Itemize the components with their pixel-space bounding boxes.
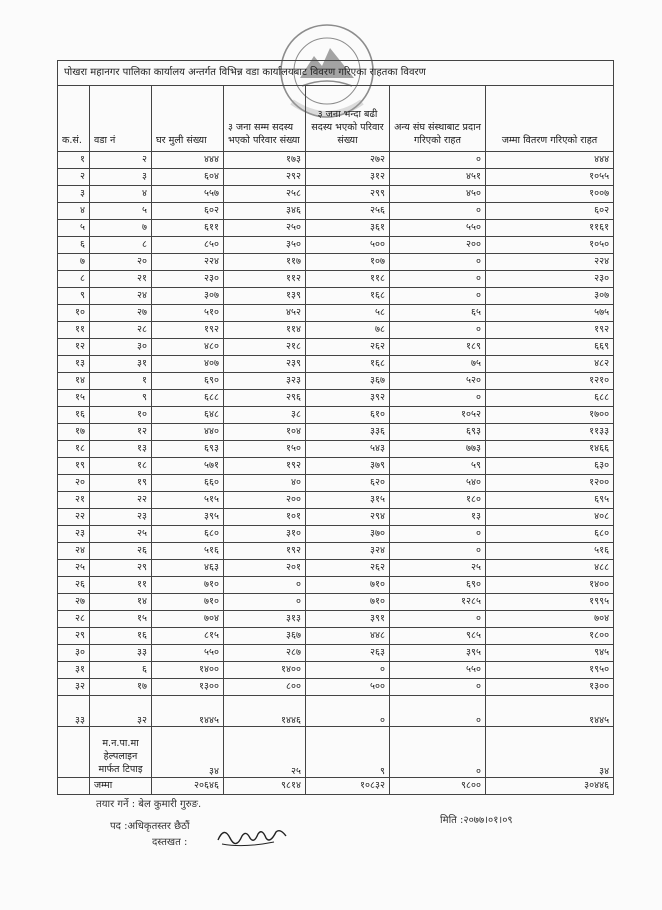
header-other-organization-relief: अन्य संघ संस्थाबाट प्रदान गरिएको राहत	[390, 86, 486, 152]
cell-sn: १८	[58, 441, 90, 458]
cell-house: ७१०	[152, 577, 224, 594]
cell-total: ६८०	[486, 526, 614, 543]
cell-house: ५५७	[152, 186, 224, 203]
cell-family3plus: ०	[306, 662, 390, 679]
cell-sn: १२	[58, 339, 90, 356]
cell-other: ०	[390, 254, 486, 271]
cell-sn: २३	[58, 526, 90, 543]
cell-total: १४४५	[486, 696, 614, 727]
cell-family3plus: ४४८	[306, 628, 390, 645]
cell-family3: २९६	[224, 390, 306, 407]
cell-other: ०	[390, 679, 486, 696]
cell-family3plus: २६२	[306, 339, 390, 356]
header-ward: वडा नं	[90, 86, 152, 152]
cell-family3: २८७	[224, 645, 306, 662]
table-row	[58, 390, 614, 407]
cell-other: ४५१	[390, 169, 486, 186]
cell-other: १८०	[390, 492, 486, 509]
cell-total: १२१०	[486, 373, 614, 390]
cell-family3plus: १०७	[306, 254, 390, 271]
cell-ward: १२	[90, 424, 152, 441]
cell-family3: १४००	[224, 662, 306, 679]
table-row	[58, 662, 614, 679]
cell-family3: ३१०	[224, 526, 306, 543]
cell-sn: ३२	[58, 679, 90, 696]
cell-family3: २५८	[224, 186, 306, 203]
cell-house: ७१०	[152, 594, 224, 611]
designation: पद :अधिकृतस्तर छैठौं	[110, 821, 190, 832]
cell-family3: ११२	[224, 271, 306, 288]
cell-family3plus: २७२	[306, 152, 390, 169]
cell-ward: १७	[90, 679, 152, 696]
cell-ward: २८	[90, 322, 152, 339]
cell-family3: ०	[224, 577, 306, 594]
table-row	[58, 271, 614, 288]
cell-family3: ४०	[224, 475, 306, 492]
cell-other: ५४०	[390, 475, 486, 492]
table-row	[58, 237, 614, 254]
cell-total: ११३३	[486, 424, 614, 441]
table-body	[58, 152, 614, 727]
cell-total: १०५५	[486, 169, 614, 186]
cell-family3: २३९	[224, 356, 306, 373]
cell-total: ६६९	[486, 339, 614, 356]
cell-ward: १५	[90, 611, 152, 628]
cell-family3plus: ३६१	[306, 220, 390, 237]
helpline-total: ३४	[486, 727, 614, 778]
cell-house: ४४०	[152, 424, 224, 441]
cell-house: ५१०	[152, 305, 224, 322]
helpline-family3: २५	[224, 727, 306, 778]
cell-total: १२००	[486, 475, 614, 492]
cell-ward: २०	[90, 254, 152, 271]
cell-sn: ५	[58, 220, 90, 237]
cell-other: ६९३	[390, 424, 486, 441]
cell-other: ३९५	[390, 645, 486, 662]
cell-family3: १३९	[224, 288, 306, 305]
table-row	[58, 288, 614, 305]
cell-house: ६८०	[152, 526, 224, 543]
handwritten-signature	[214, 822, 294, 850]
cell-family3: १०१	[224, 509, 306, 526]
date: मिति :२०७७।०१।०९	[440, 815, 513, 826]
cell-house: ५७१	[152, 458, 224, 475]
cell-family3: ३२३	[224, 373, 306, 390]
cell-ward: १९	[90, 475, 152, 492]
cell-house: ८५०	[152, 237, 224, 254]
cell-ward: ५	[90, 203, 152, 220]
cell-family3plus: ३१२	[306, 169, 390, 186]
cell-sn: ३०	[58, 645, 90, 662]
cell-sn: ३३	[58, 696, 90, 727]
cell-other: ५९	[390, 458, 486, 475]
cell-other: ५५०	[390, 220, 486, 237]
table-row	[58, 254, 614, 271]
cell-house: ६९३	[152, 441, 224, 458]
cell-total: ५१६	[486, 543, 614, 560]
cell-house: ६८८	[152, 390, 224, 407]
cell-house: २२४	[152, 254, 224, 271]
cell-total: २३०	[486, 271, 614, 288]
cell-sn: १०	[58, 305, 90, 322]
cell-house: ४०७	[152, 356, 224, 373]
cell-family3plus: ३१५	[306, 492, 390, 509]
helpline-row	[58, 727, 614, 778]
cell-family3plus: ५००	[306, 237, 390, 254]
table-row	[58, 543, 614, 560]
cell-sn: १९	[58, 458, 90, 475]
cell-ward: ४	[90, 186, 152, 203]
table-row	[58, 475, 614, 492]
cell-ward: ६	[90, 662, 152, 679]
cell-total: १४००	[486, 577, 614, 594]
cell-ward: १८	[90, 458, 152, 475]
cell-family3plus: २९४	[306, 509, 390, 526]
cell-family3: २१८	[224, 339, 306, 356]
cell-other: ०	[390, 611, 486, 628]
table-row	[58, 560, 614, 577]
cell-other: ०	[390, 152, 486, 169]
cell-other: ०	[390, 322, 486, 339]
cell-family3: २९२	[224, 169, 306, 186]
cell-sn: २४	[58, 543, 90, 560]
cell-sn: १७	[58, 424, 90, 441]
cell-ward: ११	[90, 577, 152, 594]
cell-house: ५५०	[152, 645, 224, 662]
cell-sn: २१	[58, 492, 90, 509]
cell-ward: ३	[90, 169, 152, 186]
totals-total: ३०४४६	[486, 778, 614, 795]
table-row	[58, 169, 614, 186]
cell-total: १४६६	[486, 441, 614, 458]
cell-sn: २०	[58, 475, 90, 492]
cell-total: ३०७	[486, 288, 614, 305]
cell-total: १९५०	[486, 662, 614, 679]
cell-sn: ११	[58, 322, 90, 339]
cell-house: ६६०	[152, 475, 224, 492]
cell-ward: १	[90, 373, 152, 390]
cell-sn: ३१	[58, 662, 90, 679]
cell-other: ०	[390, 271, 486, 288]
cell-family3plus: २५६	[306, 203, 390, 220]
cell-sn: ९	[58, 288, 90, 305]
cell-sn: २५	[58, 560, 90, 577]
totals-sn-cell	[58, 778, 90, 795]
cell-family3: ०	[224, 594, 306, 611]
helpline-other: ०	[390, 727, 486, 778]
cell-ward: २	[90, 152, 152, 169]
cell-family3plus: ७१०	[306, 577, 390, 594]
totals-other: ९८००	[390, 778, 486, 795]
cell-house: ५१५	[152, 492, 224, 509]
cell-other: ६९०	[390, 577, 486, 594]
cell-family3plus: ७८	[306, 322, 390, 339]
cell-other: ४५०	[390, 186, 486, 203]
cell-family3plus: २६३	[306, 645, 390, 662]
table-row	[58, 373, 614, 390]
totals-family3plus: १०८३२	[306, 778, 390, 795]
cell-family3: ४५२	[224, 305, 306, 322]
table-row	[58, 679, 614, 696]
table-row	[58, 526, 614, 543]
cell-family3: ३४६	[224, 203, 306, 220]
cell-total: १३००	[486, 679, 614, 696]
relief-distribution-table	[57, 60, 614, 795]
table-row	[58, 203, 614, 220]
cell-sn: १	[58, 152, 90, 169]
cell-house: ६९०	[152, 373, 224, 390]
cell-sn: ६	[58, 237, 90, 254]
table-row	[58, 322, 614, 339]
cell-family3: १७३	[224, 152, 306, 169]
cell-total: ९४५	[486, 645, 614, 662]
cell-ward: १३	[90, 441, 152, 458]
cell-total: १८००	[486, 628, 614, 645]
cell-family3plus: ११८	[306, 271, 390, 288]
cell-ward: २६	[90, 543, 152, 560]
cell-total: ६०२	[486, 203, 614, 220]
cell-family3: ३८	[224, 407, 306, 424]
cell-ward: १४	[90, 594, 152, 611]
cell-total: ४०८	[486, 509, 614, 526]
cell-other: २५	[390, 560, 486, 577]
cell-other: ७५	[390, 356, 486, 373]
cell-sn: ४	[58, 203, 90, 220]
cell-family3: २००	[224, 492, 306, 509]
cell-family3plus: १६८	[306, 288, 390, 305]
cell-family3plus: २६२	[306, 560, 390, 577]
cell-family3plus: १६८	[306, 356, 390, 373]
cell-family3: ३५०	[224, 237, 306, 254]
cell-total: १०५०	[486, 237, 614, 254]
cell-ward: ३३	[90, 645, 152, 662]
cell-family3plus: २९९	[306, 186, 390, 203]
cell-other: ७७३	[390, 441, 486, 458]
cell-sn: ३	[58, 186, 90, 203]
cell-family3plus: ६२०	[306, 475, 390, 492]
table-row	[58, 186, 614, 203]
table-row	[58, 407, 614, 424]
cell-house: ४८०	[152, 339, 224, 356]
cell-other: १३	[390, 509, 486, 526]
table-row	[58, 220, 614, 237]
cell-house: १४४५	[152, 696, 224, 727]
cell-total: १००७	[486, 186, 614, 203]
cell-house: ५१६	[152, 543, 224, 560]
cell-family3plus: ३६७	[306, 373, 390, 390]
helpline-label: म.न.पा.मा हेल्पलाइन मार्फत टिपाइ	[90, 727, 152, 778]
cell-family3: २५०	[224, 220, 306, 237]
cell-total: १९२	[486, 322, 614, 339]
cell-house: १४००	[152, 662, 224, 679]
cell-other: ५५०	[390, 662, 486, 679]
cell-other: २००	[390, 237, 486, 254]
cell-total: ७०४	[486, 611, 614, 628]
cell-family3plus: ५८	[306, 305, 390, 322]
cell-sn: २७	[58, 594, 90, 611]
cell-family3: ११४	[224, 322, 306, 339]
table-row	[58, 611, 614, 628]
table-title: पोखरा महानगर पालिका कार्यालय अन्तर्गत विभिन्न वडा कार्यालयबाट विवरण गरिएका राहतका विवरण	[58, 61, 614, 86]
table-row	[58, 339, 614, 356]
cell-family3plus: ५००	[306, 679, 390, 696]
header-family-more-than-3: ३ जना भन्दा बढी सदस्य भएको परिवार संख्या	[306, 86, 390, 152]
cell-total: १७००	[486, 407, 614, 424]
cell-other: ०	[390, 390, 486, 407]
cell-other: ०	[390, 526, 486, 543]
cell-total: ४८८	[486, 560, 614, 577]
header-total-distributed: जम्मा वितरण गरिएको राहत	[486, 86, 614, 152]
cell-ward: २५	[90, 526, 152, 543]
table-row	[58, 356, 614, 373]
cell-sn: ७	[58, 254, 90, 271]
helpline-family3plus: ९	[306, 727, 390, 778]
header-sn: क.सं.	[58, 86, 90, 152]
cell-family3plus: ३२४	[306, 543, 390, 560]
cell-sn: ८	[58, 271, 90, 288]
cell-sn: २	[58, 169, 90, 186]
cell-house: ३०७	[152, 288, 224, 305]
cell-family3plus: ३९२	[306, 390, 390, 407]
helpline-house: ३४	[152, 727, 224, 778]
cell-ward: २९	[90, 560, 152, 577]
cell-ward: २७	[90, 305, 152, 322]
cell-house: ८१५	[152, 628, 224, 645]
table-row	[58, 594, 614, 611]
totals-row	[58, 778, 614, 795]
table-row	[58, 696, 614, 727]
cell-ward: ३२	[90, 696, 152, 727]
signature-label: दस्तखत :	[152, 837, 188, 848]
cell-other: १०५२	[390, 407, 486, 424]
cell-family3: १४४६	[224, 696, 306, 727]
cell-family3plus: ६१०	[306, 407, 390, 424]
cell-ward: ३०	[90, 339, 152, 356]
cell-family3plus: ३७९	[306, 458, 390, 475]
helpline-sn-cell	[58, 727, 90, 778]
table-row	[58, 492, 614, 509]
cell-ward: १०	[90, 407, 152, 424]
cell-family3: १९२	[224, 458, 306, 475]
cell-sn: १५	[58, 390, 90, 407]
cell-family3plus: ३३६	[306, 424, 390, 441]
table-row	[58, 458, 614, 475]
cell-ward: २१	[90, 271, 152, 288]
cell-family3plus: ३९१	[306, 611, 390, 628]
cell-total: ११६१	[486, 220, 614, 237]
cell-house: ४४४	[152, 152, 224, 169]
cell-total: ४८२	[486, 356, 614, 373]
cell-total: ४४४	[486, 152, 614, 169]
cell-family3: ३६७	[224, 628, 306, 645]
cell-house: ६०२	[152, 203, 224, 220]
cell-sn: १४	[58, 373, 90, 390]
prepared-by: तयार गर्ने : बेल कुमारी गुरुङ.	[96, 799, 202, 810]
cell-family3: ८००	[224, 679, 306, 696]
cell-family3: १५०	[224, 441, 306, 458]
cell-total: ५७५	[486, 305, 614, 322]
header-family-upto-3: ३ जना सम्म सदस्य भएको परिवार संख्या	[224, 86, 306, 152]
cell-house: १९२	[152, 322, 224, 339]
cell-family3plus: ५४३	[306, 441, 390, 458]
cell-other: ०	[390, 696, 486, 727]
cell-other: ६५	[390, 305, 486, 322]
cell-family3: ३१३	[224, 611, 306, 628]
cell-family3: १०४	[224, 424, 306, 441]
cell-total: ६८८	[486, 390, 614, 407]
cell-total: १९९५	[486, 594, 614, 611]
header-house-count: घर मुली संख्या	[152, 86, 224, 152]
cell-total: २२४	[486, 254, 614, 271]
cell-other: ५२०	[390, 373, 486, 390]
cell-other: ९८५	[390, 628, 486, 645]
cell-family3plus: ०	[306, 696, 390, 727]
table-row	[58, 577, 614, 594]
totals-label: जम्मा	[90, 778, 152, 795]
cell-family3plus: ३७०	[306, 526, 390, 543]
cell-other: ०	[390, 543, 486, 560]
cell-total: ६९५	[486, 492, 614, 509]
cell-house: ६११	[152, 220, 224, 237]
cell-house: २३०	[152, 271, 224, 288]
totals-family3: ९८१४	[224, 778, 306, 795]
cell-sn: २९	[58, 628, 90, 645]
cell-other: १८९	[390, 339, 486, 356]
cell-house: ४६३	[152, 560, 224, 577]
table-row	[58, 441, 614, 458]
cell-house: ७०४	[152, 611, 224, 628]
cell-ward: १६	[90, 628, 152, 645]
cell-sn: १३	[58, 356, 90, 373]
table-row	[58, 509, 614, 526]
cell-ward: २४	[90, 288, 152, 305]
cell-house: ६०४	[152, 169, 224, 186]
cell-family3: ११७	[224, 254, 306, 271]
cell-family3: १९२	[224, 543, 306, 560]
table-row	[58, 305, 614, 322]
cell-family3: २०१	[224, 560, 306, 577]
cell-family3plus: ७१०	[306, 594, 390, 611]
cell-sn: २२	[58, 509, 90, 526]
cell-house: ६४८	[152, 407, 224, 424]
cell-ward: ३१	[90, 356, 152, 373]
totals-house: २०६४६	[152, 778, 224, 795]
cell-ward: २२	[90, 492, 152, 509]
cell-sn: २६	[58, 577, 90, 594]
cell-ward: ७	[90, 220, 152, 237]
cell-other: १२८५	[390, 594, 486, 611]
cell-sn: २८	[58, 611, 90, 628]
cell-ward: २३	[90, 509, 152, 526]
cell-sn: १६	[58, 407, 90, 424]
table-row	[58, 645, 614, 662]
table-row	[58, 152, 614, 169]
table-row	[58, 628, 614, 645]
table-row	[58, 424, 614, 441]
cell-ward: ९	[90, 390, 152, 407]
cell-total: ६३०	[486, 458, 614, 475]
cell-house: १३००	[152, 679, 224, 696]
cell-other: ०	[390, 288, 486, 305]
cell-other: ०	[390, 203, 486, 220]
cell-house: ३९५	[152, 509, 224, 526]
cell-ward: ८	[90, 237, 152, 254]
